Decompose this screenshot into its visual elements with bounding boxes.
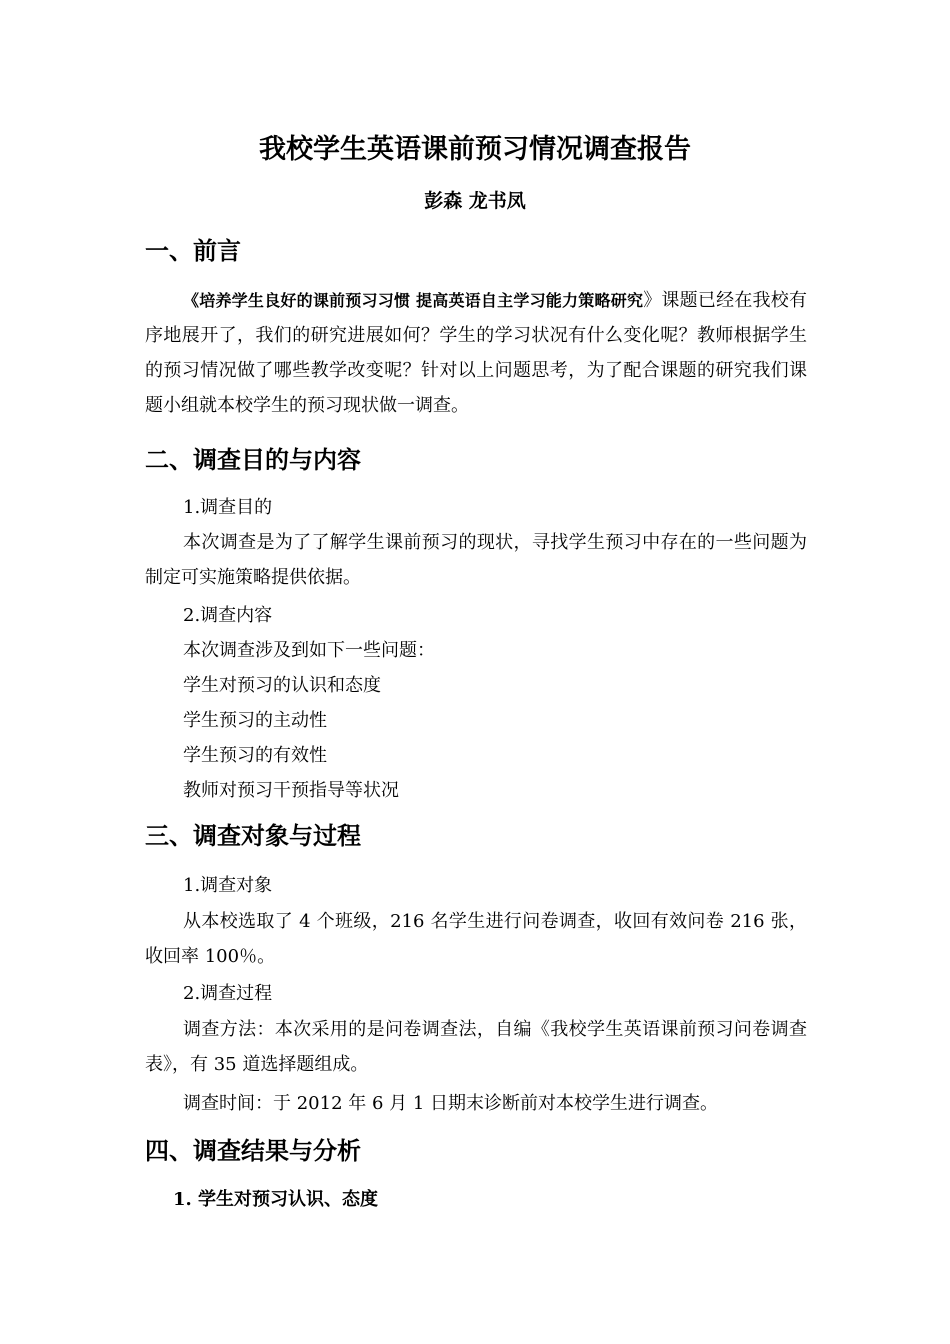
section-heading-purpose: 二、调查目的与内容 — [145, 445, 361, 474]
subsection-subjects: 1.调查对象 — [183, 875, 273, 896]
document-title: 我校学生英语课前预习情况调查报告 — [259, 134, 691, 165]
subsection-process: 2.调查过程 — [183, 983, 273, 1004]
project-title: 《培养学生良好的课前预习习惯 提高英语自主学习能力策略研究 — [183, 291, 644, 310]
content-item: 学生预习的主动性 — [183, 710, 327, 731]
content-item: 教师对预习干预指导等状况 — [183, 780, 399, 801]
subsection-attitude: 1. 学生对预习认识、态度 — [173, 1189, 379, 1210]
section-heading-results: 四、调查结果与分析 — [145, 1136, 361, 1165]
subjects-paragraph: 从本校选取了 4 个班级，216 名学生进行问卷调查，收回有效问卷 216 张，收回率 100％。 — [145, 911, 807, 967]
method-paragraph: 调查方法：本次采用的是问卷调查法，自编《我校学生英语课前预习问卷调查表》，有 35 道选择题组成。 — [145, 1019, 807, 1075]
subsection-purpose: 1.调查目的 — [183, 497, 273, 518]
purpose-paragraph: 本次调查是为了了解学生课前预习的现状，寻找学生预习中存在的一些问题为制定可实施策略提供依据。 — [145, 532, 807, 588]
subsection-content: 2.调查内容 — [183, 605, 273, 626]
section-heading-subjects: 三、调查对象与过程 — [145, 821, 361, 850]
content-item: 学生对预习的认识和态度 — [183, 675, 381, 696]
preface-paragraph — [145, 283, 807, 423]
preface-text: 》课题已经在我校有序地展开了，我们的研究进展如何？学生的学习状况有什么变化呢？教师根据学生的预习情况做了哪些教学改变呢？针对以上问题思考，为了配合课题的研究我们课题小组就本校学生的预习现状做一调查。 — [145, 290, 808, 416]
content-item: 学生预习的有效性 — [183, 745, 327, 766]
section-heading-preface: 一、前言 — [145, 236, 241, 265]
content-intro: 本次调查涉及到如下一些问题： — [183, 640, 435, 661]
survey-time: 调查时间：于 2012 年 6 月 1 日期末诊断前对本校学生进行调查。 — [183, 1093, 719, 1114]
authors: 彭森 龙书凤 — [424, 190, 526, 212]
